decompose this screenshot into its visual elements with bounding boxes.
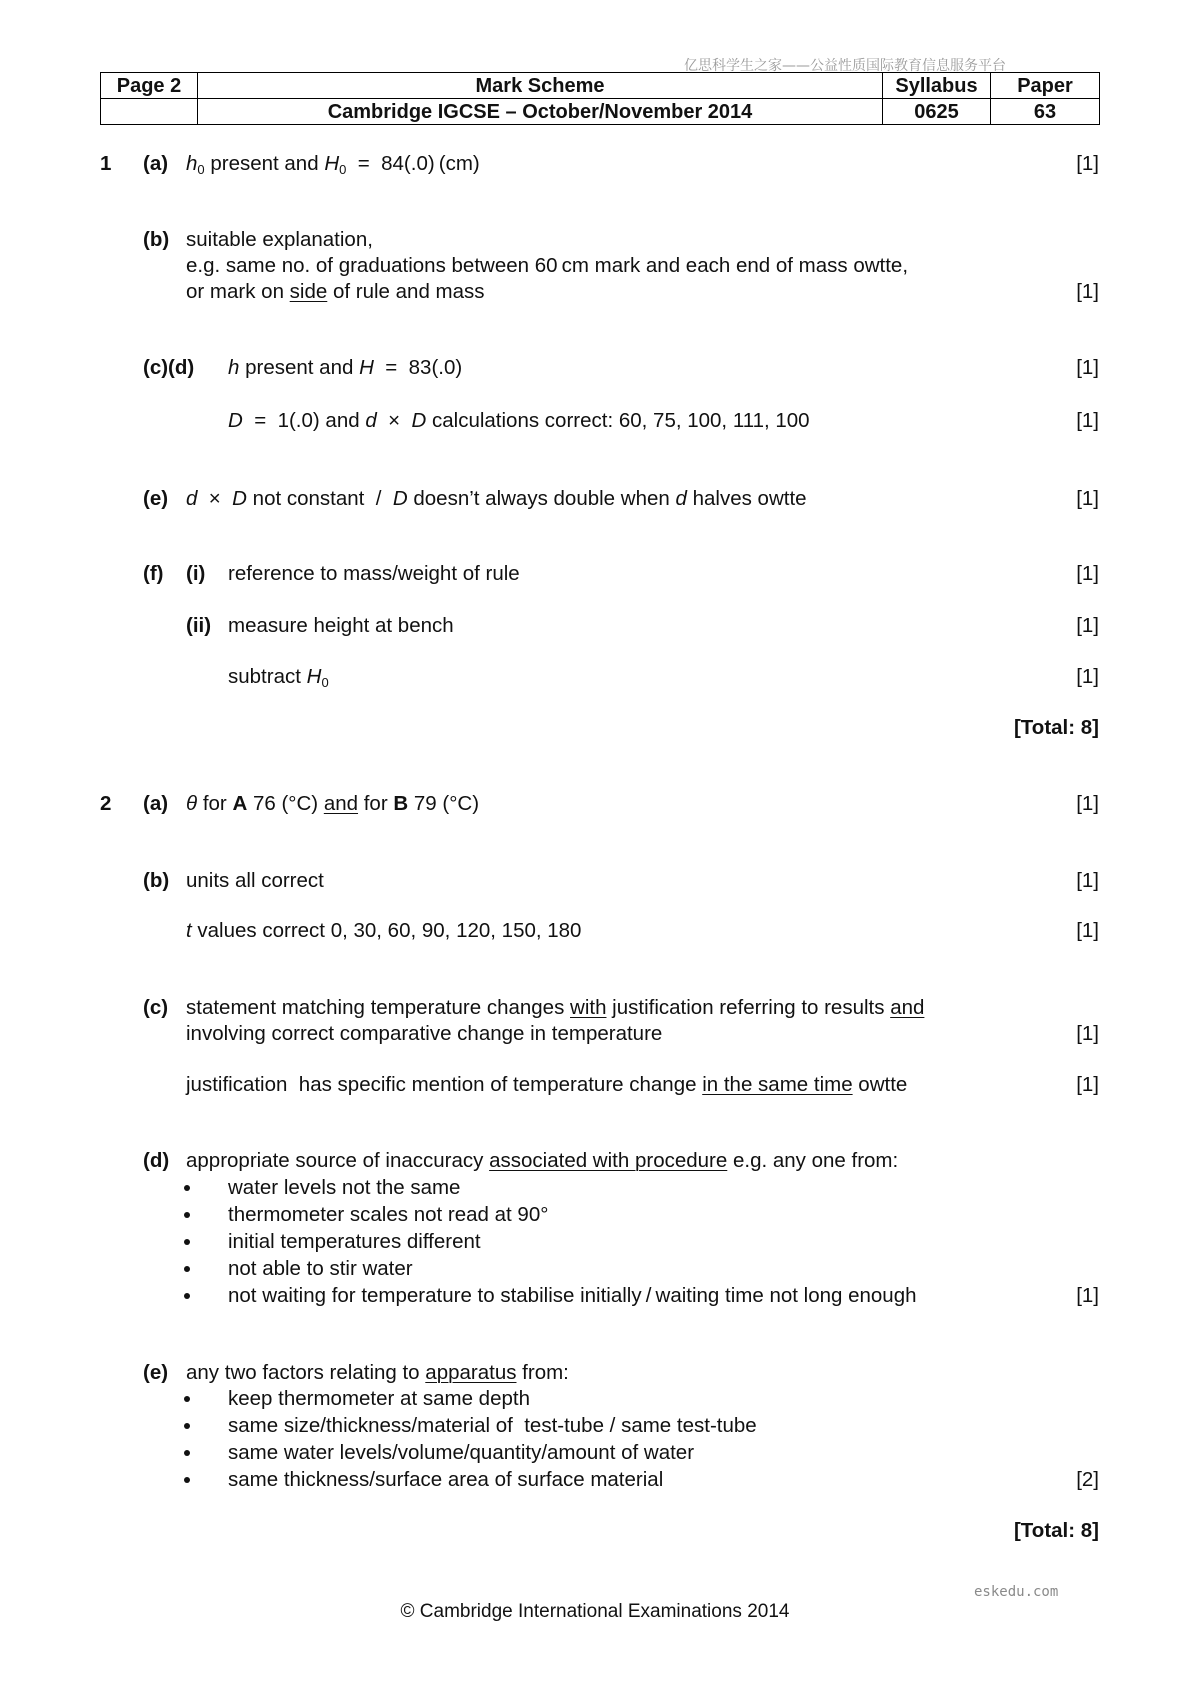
q1-f-i-row: [0, 561, 1190, 586]
q2-e-bullet: [0, 1467, 1190, 1492]
bullet-text: keep thermometer at same depth: [228, 1387, 530, 1410]
document-title: Mark Scheme: [198, 73, 883, 99]
part-label: (c)(d): [143, 356, 195, 379]
underlined-text: and: [323, 792, 359, 815]
bullet-icon: [184, 1266, 190, 1272]
mark: [1]: [1076, 665, 1099, 688]
q1-total-row: [0, 715, 1190, 740]
mark: [1]: [1076, 152, 1099, 175]
answer-text: [186, 918, 581, 943]
q1-f-ii-row: [0, 613, 1190, 638]
bold-text: B: [393, 792, 409, 815]
symbol: D: [411, 409, 427, 432]
symbol: D: [232, 487, 247, 510]
text: ×: [197, 487, 233, 510]
bullet-icon: [184, 1450, 190, 1456]
q2-total-row: [0, 1518, 1190, 1543]
bullet-text: initial temperatures different: [228, 1230, 481, 1253]
q1-cd-row-2: [0, 408, 1190, 433]
watermark-top: 亿思科学生之家——公益性质国际教育信息服务平台: [684, 58, 1006, 74]
text: owtte: [852, 1073, 908, 1096]
bullet-icon: [184, 1212, 190, 1218]
syllabus-code: 0625: [883, 99, 991, 125]
text: present and: [204, 152, 325, 175]
part-label: (f): [143, 562, 164, 585]
underlined-text: with: [570, 996, 607, 1019]
bullet-icon: [184, 1477, 190, 1483]
mark: [1]: [1076, 280, 1099, 303]
q2-a-row: [0, 791, 1190, 816]
answer-text: suitable explanation,: [186, 228, 373, 251]
page-number: Page 2: [101, 73, 198, 99]
mark: [1]: [1076, 614, 1099, 637]
symbol: d: [675, 487, 687, 510]
q1-b-row-1: [0, 227, 1190, 252]
part-label: (a): [143, 152, 169, 175]
text: = 83(.0): [373, 356, 463, 379]
answer-text: measure height at bench: [228, 614, 454, 637]
mark: [1]: [1076, 869, 1099, 892]
answer-text: [186, 279, 485, 304]
text: = 1(.0) and: [242, 409, 366, 432]
answer-text: e.g. same no. of graduations between 60 cm mark and each end of mass owtte,: [186, 254, 909, 277]
bullet-text: same water levels/volume/quantity/amount of water: [228, 1441, 695, 1464]
q1-a-row: [0, 151, 1190, 176]
q2-d-bullet: [0, 1256, 1190, 1281]
text: 79 (°C): [408, 792, 480, 815]
symbol: t: [186, 919, 192, 942]
bullet-text: water levels not the same: [228, 1176, 461, 1199]
bullet-text: thermometer scales not read at 90°: [228, 1203, 549, 1226]
q1-cd-row-1: [0, 355, 1190, 380]
mark: [1]: [1076, 409, 1099, 432]
answer-text: [186, 151, 480, 176]
q2-e-row: [0, 1360, 1190, 1385]
bullet-text: same size/thickness/material of test-tube / same test-tube: [228, 1414, 757, 1437]
exam-session: Cambridge IGCSE – October/November 2014: [198, 99, 883, 125]
mark: [1]: [1076, 792, 1099, 815]
q1-b-row-2: [0, 253, 1190, 278]
question-number: 1: [100, 152, 112, 175]
bullet-icon: [184, 1185, 190, 1191]
answer-text: [228, 408, 810, 433]
total-marks: [Total: 8]: [1013, 1519, 1099, 1542]
answer-text: [186, 995, 924, 1020]
q2-d-bullet: [0, 1283, 1190, 1308]
header-row-2: [101, 99, 1100, 125]
q2-c-row-1: [0, 995, 1190, 1020]
question-number: 2: [100, 792, 112, 815]
text: subtract: [228, 665, 307, 688]
answer-text: reference to mass/weight of rule: [228, 562, 520, 585]
answer-text: [228, 355, 462, 380]
part-label: (c): [143, 996, 169, 1019]
symbol: H: [324, 152, 340, 175]
answer-text: [186, 791, 479, 816]
header-table: [100, 72, 1100, 125]
answer-text: [186, 1360, 569, 1385]
subscript: 0: [321, 675, 329, 690]
text: calculations correct: 60, 75, 100, 111, 100: [426, 409, 810, 432]
symbol: h: [186, 152, 198, 175]
mark: [1]: [1076, 562, 1099, 585]
paper-label: Paper: [991, 73, 1100, 99]
text: for: [197, 792, 233, 815]
bullet-icon: [184, 1423, 190, 1429]
mark: [1]: [1076, 1073, 1099, 1096]
text: doesn’t always double when: [407, 487, 676, 510]
text: justification referring to results: [606, 996, 891, 1019]
q2-b-row-1: [0, 868, 1190, 893]
underlined-text: in the same time: [702, 1073, 853, 1096]
q1-e-row: [0, 486, 1190, 511]
part-label: (b): [143, 869, 170, 892]
underlined-text: associated with procedure: [489, 1149, 728, 1172]
answer-text: [186, 486, 807, 511]
symbol: d: [365, 409, 377, 432]
bullet-text: not able to stir water: [228, 1257, 413, 1280]
symbol: D: [392, 487, 408, 510]
mark: [2]: [1076, 1468, 1099, 1491]
text: values correct 0, 30, 60, 90, 120, 150, 180: [191, 919, 582, 942]
text: ×: [376, 409, 412, 432]
bullet-text: not waiting for temperature to stabilise initially / waiting time not long enough: [228, 1284, 917, 1307]
q2-d-bullet: [0, 1175, 1190, 1200]
q2-d-row: [0, 1148, 1190, 1173]
text: = 84(.0) (cm): [346, 152, 480, 175]
q2-e-bullet: [0, 1386, 1190, 1411]
bullet-icon: [184, 1239, 190, 1245]
q1-f-subtract-row: [0, 664, 1190, 689]
bullet-icon: [184, 1293, 190, 1299]
q1-b-row-3: [0, 279, 1190, 304]
q2-c-row-2: [0, 1021, 1190, 1046]
text: 76 (°C): [247, 792, 324, 815]
q2-d-bullet: [0, 1229, 1190, 1254]
bullet-icon: [184, 1396, 190, 1402]
text: justification has specific mention of temperature change: [186, 1073, 703, 1096]
subscript: 0: [197, 162, 205, 177]
symbol: H: [306, 665, 322, 688]
header-empty-cell: [101, 99, 198, 125]
bold-text: A: [232, 792, 248, 815]
footer-watermark: eskedu.com: [974, 1584, 1059, 1600]
symbol: h: [228, 356, 240, 379]
q2-d-bullet: [0, 1202, 1190, 1227]
underlined-text: and: [890, 996, 925, 1019]
answer-text: units all correct: [186, 869, 324, 892]
total-marks: [Total: 8]: [1013, 716, 1099, 739]
header-row-1: [101, 73, 1100, 99]
part-label: (e): [143, 487, 169, 510]
text: halves owtte: [686, 487, 807, 510]
symbol: H: [359, 356, 374, 379]
syllabus-label: Syllabus: [883, 73, 991, 99]
symbol: D: [228, 409, 243, 432]
q2-e-bullet: [0, 1440, 1190, 1465]
symbol: d: [186, 487, 198, 510]
answer-text: involving correct comparative change in temperature: [186, 1022, 663, 1045]
answer-text: [186, 1148, 898, 1173]
part-label: (e): [143, 1361, 169, 1384]
text: e.g. any one from:: [727, 1149, 899, 1172]
mark: [1]: [1076, 919, 1099, 942]
mark: [1]: [1076, 487, 1099, 510]
text: or mark on: [186, 280, 290, 303]
paper-number: 63: [991, 99, 1100, 125]
text: any two factors relating to: [186, 1361, 426, 1384]
underlined-text: apparatus: [425, 1361, 517, 1384]
part-label: (b): [143, 228, 170, 251]
text: appropriate source of inaccuracy: [186, 1149, 490, 1172]
text: not constant /: [246, 487, 393, 510]
mark: [1]: [1076, 356, 1099, 379]
text: from:: [516, 1361, 569, 1384]
answer-text: [186, 1072, 907, 1097]
part-label: (a): [143, 792, 169, 815]
subpart-label: (ii): [186, 614, 212, 637]
q2-c-row-3: [0, 1072, 1190, 1097]
copyright-notice: © Cambridge International Examinations 2014: [400, 1601, 790, 1622]
text: statement matching temperature changes: [186, 996, 571, 1019]
answer-text: [228, 664, 329, 689]
text: for: [358, 792, 394, 815]
underlined-text: side: [289, 280, 328, 303]
text: present and: [239, 356, 360, 379]
text: of rule and mass: [327, 280, 485, 303]
symbol: θ: [186, 792, 198, 815]
q2-b-row-2: [0, 918, 1190, 943]
mark: [1]: [1076, 1284, 1099, 1307]
part-label: (d): [143, 1149, 170, 1172]
bullet-text: same thickness/surface area of surface material: [228, 1468, 664, 1491]
mark: [1]: [1076, 1022, 1099, 1045]
subpart-label: (i): [186, 562, 206, 585]
subscript: 0: [339, 162, 347, 177]
q2-e-bullet: [0, 1413, 1190, 1438]
